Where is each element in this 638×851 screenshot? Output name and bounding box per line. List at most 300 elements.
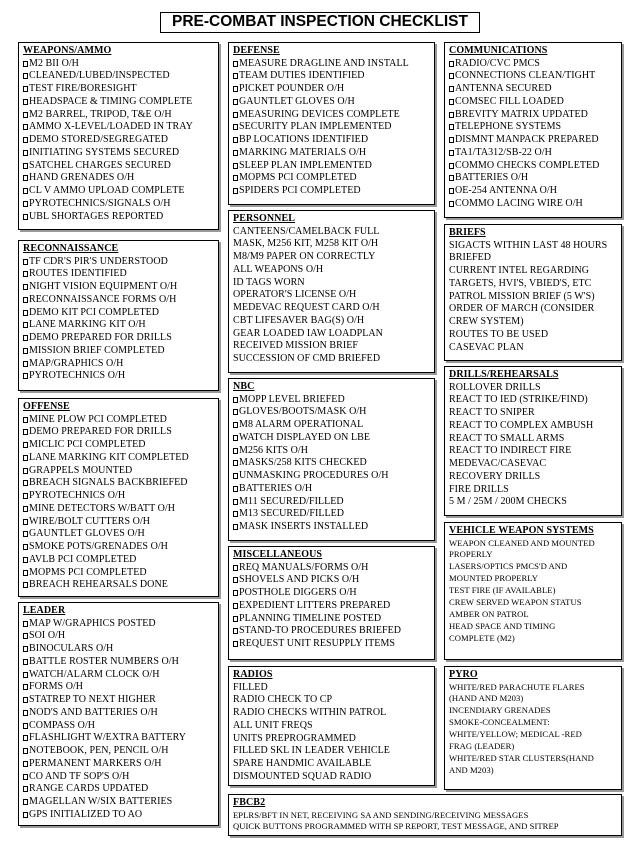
checklist-item[interactable] [449,83,617,96]
checklist-item[interactable] [23,809,214,822]
checkbox-icon[interactable] [23,659,28,665]
checklist-item-text: RECONNAISSANCE FORMS O/H [29,293,177,305]
checklist-item[interactable] [23,630,214,643]
checklist-item-text: WATCH/ALARM CLOCK O/H [29,668,160,680]
section-header: RECONNAISSANCE [23,243,119,254]
checklist-item-text: M256 KITS O/H [239,444,308,456]
checklist-item [233,821,617,833]
checklist-item[interactable] [23,783,214,796]
checklist-item[interactable] [449,58,617,71]
checklist-item-text: PICKET POUNDER O/H [239,83,345,94]
checklist-items [233,58,430,198]
checkbox-icon[interactable] [23,455,28,461]
checklist-item[interactable] [23,70,214,83]
checklist-item [233,720,430,733]
checkbox-icon[interactable] [449,86,454,92]
checkbox-icon[interactable] [23,748,28,754]
checkbox-icon[interactable] [23,621,28,627]
checklist-item [233,745,430,758]
checklist-item[interactable] [233,457,430,470]
checkbox-icon[interactable] [23,417,28,423]
checkbox-icon[interactable] [23,373,28,379]
checkbox-icon[interactable] [233,422,238,428]
checklist-item[interactable] [233,96,430,109]
checklist-item[interactable] [449,198,617,211]
checkbox-icon[interactable] [23,361,28,367]
checkbox-icon[interactable] [23,99,28,105]
checklist-item[interactable] [233,419,430,432]
checkbox-icon[interactable] [233,435,238,441]
checklist-item-text: CBT LIFESAVER BAG(S) O/H [233,314,365,326]
checklist-item[interactable] [23,426,214,439]
checkbox-icon[interactable] [23,335,28,341]
checklist-item-text: INITIATING SYSTEMS SECURED [29,146,180,158]
checklist-item [449,549,617,561]
checkbox-icon[interactable] [233,86,238,92]
checklist-item[interactable] [449,185,617,198]
checkbox-icon[interactable] [233,628,238,634]
checklist-item[interactable] [23,720,214,733]
checklist-item[interactable] [23,554,214,567]
checklist-item[interactable] [23,345,214,358]
checkbox-icon[interactable] [449,201,454,207]
checklist-items [23,256,214,384]
checklist-item-text: MASK INSERTS INSTALLED [239,521,369,532]
checklist-item [233,771,430,784]
checklist-item[interactable] [23,172,214,185]
checklist-item[interactable] [23,528,214,541]
checkbox-icon[interactable] [23,73,28,79]
checkbox-icon[interactable] [23,570,28,576]
section-header: FBCB2 [233,797,266,808]
checkbox-icon[interactable] [23,214,28,220]
checkbox-icon[interactable] [233,397,238,403]
checklist-items [449,538,617,645]
checklist-item[interactable] [23,541,214,554]
checklist-item-text: SMOKE-CONCEALMENT: [449,717,550,728]
checklist-item-text: SMOKE POTS/GRENADES O/H [29,541,168,552]
checklist-item [449,741,617,753]
checkbox-icon[interactable] [233,641,238,647]
checklist-item [233,315,430,328]
checklist-item [449,753,617,765]
checkbox-icon[interactable] [23,429,28,435]
checklist-item [233,226,430,239]
checklist-item-text: PYROTECHNICS/SIGNALS O/H [29,197,171,209]
checkbox-icon[interactable] [23,557,28,563]
checklist-item[interactable] [449,160,617,173]
checkbox-icon[interactable] [23,61,28,67]
checklist-item-text: ROUTES IDENTIFIED [29,268,127,280]
checklist-item[interactable] [23,109,214,122]
checklist-item-text: WHITE/YELLOW; MEDICAL -RED [449,729,582,740]
checklist-item[interactable] [23,307,214,320]
checklist-item-text: RADIO CHECKS WITHIN PATROL [233,707,387,718]
section-fbcb2 [228,794,622,836]
checklist-item-text: SLEEP PLAN IMPLEMENTED [239,159,372,171]
checklist-item[interactable] [23,358,214,371]
checkbox-icon[interactable] [233,448,238,454]
checklist-item[interactable] [23,771,214,784]
checklist-item [449,342,617,355]
checkbox-icon[interactable] [23,150,28,156]
checklist-item-text: PROPERLY [449,549,493,560]
checklist-item[interactable] [449,96,617,109]
checkbox-icon[interactable] [23,442,28,448]
checklist-item[interactable] [23,439,214,452]
checklist-item[interactable] [233,432,430,445]
section-header: NBC [233,381,255,392]
checklist-item[interactable] [449,147,617,160]
checklist-item[interactable] [23,198,214,211]
checkbox-icon[interactable] [23,322,28,328]
checklist-items [233,810,617,834]
checklist-item-text: PYROTECHNICS O/H [29,490,126,501]
checklist-item-text: AMBER ON PATROL [449,608,529,619]
checklist-item [449,394,617,407]
section-header: DEFENSE [233,45,280,56]
checkbox-icon[interactable] [233,99,238,105]
checklist-item-text: WATCH DISPLAYED ON LBE [239,431,371,443]
checkbox-icon[interactable] [449,188,454,194]
checklist-item[interactable] [23,732,214,745]
checklist-item [449,329,617,342]
checklist-item-text: CLEANED/LUBED/INSPECTED [29,70,170,82]
checklist-item[interactable] [23,370,214,383]
checkbox-icon[interactable] [233,150,238,156]
checklist-item[interactable] [23,745,214,758]
checkbox-icon[interactable] [23,284,28,290]
checklist-item-text: MASKS/258 KITS CHECKED [239,457,367,469]
checkbox-icon[interactable] [449,175,454,181]
checklist-item-text: WEAPON CLEANED AND MOUNTED [449,537,595,548]
checklist-item-text: HEAD SPACE AND TIMING [449,620,556,631]
checkbox-icon[interactable] [449,73,454,79]
checkbox-icon[interactable] [233,565,238,571]
checklist-item[interactable] [233,134,430,147]
checkbox-icon[interactable] [233,511,238,517]
checklist-item[interactable] [23,121,214,134]
checklist-item-text: ORDER OF MARCH (CONSIDER [449,303,595,315]
checklist-item-text: GRAPPELS MOUNTED [29,464,133,476]
checklist-item[interactable] [233,521,430,534]
checklist-item[interactable] [23,160,214,173]
checklist-item[interactable] [233,406,430,419]
checklist-item[interactable] [233,483,430,496]
checklist-item-text: SOI O/H [29,630,66,642]
checklist-item-text: REACT TO SMALL ARMS [449,432,565,444]
checklist-item-text: PERMANENT MARKERS O/H [29,757,162,769]
checkbox-icon[interactable] [233,124,238,130]
checklist-item[interactable] [449,70,617,83]
checklist-item[interactable] [23,294,214,307]
checkbox-icon[interactable] [233,188,238,194]
checkbox-icon[interactable] [449,112,454,118]
checklist-item[interactable] [233,574,430,587]
checkbox-icon[interactable] [233,61,238,67]
checklist-item[interactable] [23,796,214,809]
checklist-item[interactable] [23,694,214,707]
checkbox-icon[interactable] [23,112,28,118]
checklist-item[interactable] [233,613,430,626]
checkbox-icon[interactable] [23,774,28,780]
checkbox-icon[interactable] [233,524,238,530]
checklist-item[interactable] [23,516,214,529]
checkbox-icon[interactable] [23,310,28,316]
checklist-item[interactable] [23,465,214,478]
checkbox-icon[interactable] [233,73,238,79]
section-briefs [444,224,622,361]
checklist-items [233,562,430,651]
checklist-item-text: ROLLOVER DRILLS [449,381,541,393]
checklist-item-text: M2 BARREL, TRIPOD, T&E O/H [29,108,172,120]
checklist-item-text: M8/M9 PAPER ON CORRECTLY [233,251,376,262]
checklist-item-text: FILLED [233,681,268,693]
checklist-item[interactable] [23,211,214,224]
checklist-item[interactable] [233,562,430,575]
checkbox-icon[interactable] [23,271,28,277]
checklist-item-text: BINOCULARS O/H [29,643,114,654]
checkbox-icon[interactable] [23,544,28,550]
checklist-item[interactable] [233,70,430,83]
checklist-item [449,291,617,304]
checkbox-icon[interactable] [23,646,28,652]
checkbox-icon[interactable] [23,723,28,729]
checklist-item-text: OE-254 ANTENNA O/H [455,185,558,196]
checklist-item[interactable] [233,58,430,71]
checkbox-icon[interactable] [233,616,238,622]
section-header: MISCELLANEOUS [233,549,323,560]
checklist-item [449,682,617,694]
checkbox-icon[interactable] [23,582,28,588]
checkbox-icon[interactable] [233,175,238,181]
checklist-item-text: TA1/TA312/SB-22 O/H [455,146,552,158]
checklist-item-text: SPIDERS PCI COMPLETED [239,185,361,196]
checkbox-icon[interactable] [23,633,28,639]
checkbox-icon[interactable] [23,259,28,265]
checklist-item [449,265,617,278]
checklist-item[interactable] [233,496,430,509]
section-defense [228,42,435,205]
checklist-item-text: MOPMS PCI COMPLETED [29,566,147,578]
checkbox-icon[interactable] [23,188,28,194]
checkbox-icon[interactable] [23,86,28,92]
checklist-item[interactable] [233,83,430,96]
checklist-items [23,58,214,224]
checklist-item-text: TELEPHONE SYSTEMS [455,121,562,133]
checklist-item [233,277,430,290]
checkbox-icon[interactable] [233,409,238,415]
checklist-item [233,733,430,746]
checklist-item [449,303,617,316]
checklist-item[interactable] [233,172,430,185]
checklist-item[interactable] [449,121,617,134]
section-header: OFFENSE [23,401,70,412]
checklist-item[interactable] [233,185,430,198]
section-header: LEADER [23,605,66,616]
checklist-item[interactable] [23,58,214,71]
checklist-item-text: M2 BII O/H [29,57,79,69]
checkbox-icon[interactable] [23,735,28,741]
checklist-item-text: FRAG (LEADER) [449,741,515,752]
checklist-item-text: CASEVAC PLAN [449,341,524,353]
checklist-item-text: MINE DETECTORS W/BATT O/H [29,502,175,514]
checklist-item-text: SATCHEL CHARGES SECURED [29,159,171,171]
checkbox-icon[interactable] [23,137,28,143]
checklist-item[interactable] [233,587,430,600]
checklist-item-text: CONNECTIONS CLEAN/TIGHT [455,70,596,82]
checkbox-icon[interactable] [23,519,28,525]
checkbox-icon[interactable] [449,163,454,169]
checklist-item-text: REACT TO INDIRECT FIRE [449,445,572,457]
checklist-item[interactable] [23,681,214,694]
checklist-item[interactable] [23,669,214,682]
checklist-item-text: COMMO CHECKS COMPLETED [455,159,600,171]
checklist-item[interactable] [23,643,214,656]
checklist-item[interactable] [449,134,617,147]
checkbox-icon[interactable] [233,460,238,466]
checklist-item[interactable] [23,256,214,269]
checkbox-icon[interactable] [233,163,238,169]
checklist-item-text: FLASHLIGHT W/EXTRA BATTERY [29,732,187,744]
checkbox-icon[interactable] [233,137,238,143]
checklist-item[interactable] [449,109,617,122]
checklist-item[interactable] [233,470,430,483]
checkbox-icon[interactable] [23,201,28,207]
checklist-item-text: ANTENNA SECURED [455,83,552,94]
checkbox-icon[interactable] [449,124,454,130]
section-header: PERSONNEL [233,213,296,224]
checklist-item[interactable] [23,656,214,669]
checkbox-icon[interactable] [23,493,28,499]
checklist-item[interactable] [23,147,214,160]
checklist-item-text: ALL UNIT FREQS [233,719,313,731]
checklist-item[interactable] [233,625,430,638]
checklist-item [449,433,617,446]
checklist-item[interactable] [233,160,430,173]
checkbox-icon[interactable] [23,480,28,486]
checklist-item[interactable] [449,172,617,185]
checklist-item [233,328,430,341]
checklist-item[interactable] [233,638,430,651]
checklist-item[interactable] [23,567,214,580]
checkbox-icon[interactable] [23,124,28,130]
checklist-item[interactable] [23,134,214,147]
checkbox-icon[interactable] [23,697,28,703]
checklist-items [449,682,617,777]
checkbox-icon[interactable] [23,506,28,512]
checklist-item[interactable] [233,121,430,134]
checkbox-icon[interactable] [23,297,28,303]
checklist-item[interactable] [23,414,214,427]
checkbox-icon[interactable] [233,499,238,505]
checklist-item[interactable] [23,618,214,631]
checklist-item[interactable] [23,319,214,332]
checklist-item-text: AND M203) [449,764,494,775]
checkbox-icon[interactable] [233,112,238,118]
checklist-item-text: DEMO PREPARED FOR DRILLS [29,332,172,343]
checklist-item [233,810,617,822]
checkbox-icon[interactable] [233,486,238,492]
checkbox-icon[interactable] [233,577,238,583]
checklist-item [449,633,617,645]
checkbox-icon[interactable] [23,175,28,181]
checkbox-icon[interactable] [23,710,28,716]
checkbox-icon[interactable] [23,761,28,767]
checklist-item[interactable] [23,490,214,503]
checklist-item [449,597,617,609]
section-weapons-ammo [18,42,219,230]
checklist-item-text: CREW SERVED WEAPON STATUS [449,597,582,608]
checkbox-icon[interactable] [233,473,238,479]
checklist-item[interactable] [23,96,214,109]
checkbox-icon[interactable] [23,163,28,169]
checklist-item[interactable] [233,109,430,122]
checklist-item-text: M13 SECURED/FILLED [239,508,345,520]
checkbox-icon[interactable] [23,786,28,792]
checkbox-icon[interactable] [449,150,454,156]
checkbox-icon[interactable] [449,99,454,105]
checkbox-icon[interactable] [449,137,454,143]
checklist-item-text: ALL WEAPONS O/H [233,263,324,275]
checklist-item-text: BATTLE ROSTER NUMBERS O/H [29,655,179,667]
checkbox-icon[interactable] [23,531,28,537]
checklist-item[interactable] [233,600,430,613]
checkbox-icon[interactable] [233,603,238,609]
checklist-item[interactable] [23,477,214,490]
checklist-item-text: NIGHT VISION EQUIPMENT O/H [29,281,178,292]
checkbox-icon[interactable] [23,684,28,690]
checklist-item[interactable] [233,508,430,521]
checkbox-icon[interactable] [23,672,28,678]
checklist-item [449,585,617,597]
checklist-item-text: MEASURING DEVICES COMPLETE [239,108,400,120]
checklist-item [233,302,430,315]
checklist-items [449,382,617,510]
checklist-item-text: MEDEVAC/CASEVAC [449,458,547,469]
checklist-item [449,240,617,253]
checklist-item-text: BREVITY MATRIX UPDATED [455,108,588,120]
checklist-item-text: MISSION BRIEF COMPLETED [29,344,165,356]
checklist-item[interactable] [233,394,430,407]
checklist-item[interactable] [23,707,214,720]
checkbox-icon[interactable] [23,468,28,474]
checklist-item-text: REQUEST UNIT RESUPPLY ITEMS [239,638,396,649]
checklist-item-text: ROUTES TO BE USED [449,328,549,340]
checklist-item[interactable] [23,579,214,592]
checkbox-icon[interactable] [23,348,28,354]
checklist-item[interactable] [23,452,214,465]
checklist-item-text: EXPEDIENT LITTERS PREPARED [239,599,391,611]
checklist-item-text: SECURITY PLAN IMPLEMENTED [239,121,392,133]
checklist-item[interactable] [23,758,214,771]
checklist-item[interactable] [23,185,214,198]
checkbox-icon[interactable] [449,61,454,67]
checklist-item[interactable] [23,268,214,281]
checklist-item[interactable] [23,332,214,345]
checklist-item[interactable] [233,147,430,160]
checklist-item-text: BP LOCATIONS IDENTIFIED [239,134,369,145]
checklist-item[interactable] [23,281,214,294]
checklist-item[interactable] [23,83,214,96]
checklist-item[interactable] [23,503,214,516]
checklist-item[interactable] [233,445,430,458]
checkbox-icon[interactable] [23,812,28,818]
checkbox-icon[interactable] [23,799,28,805]
checklist-item [449,621,617,633]
checkbox-icon[interactable] [233,590,238,596]
checklist-item-text: MOPMS PCI COMPLETED [239,172,357,184]
